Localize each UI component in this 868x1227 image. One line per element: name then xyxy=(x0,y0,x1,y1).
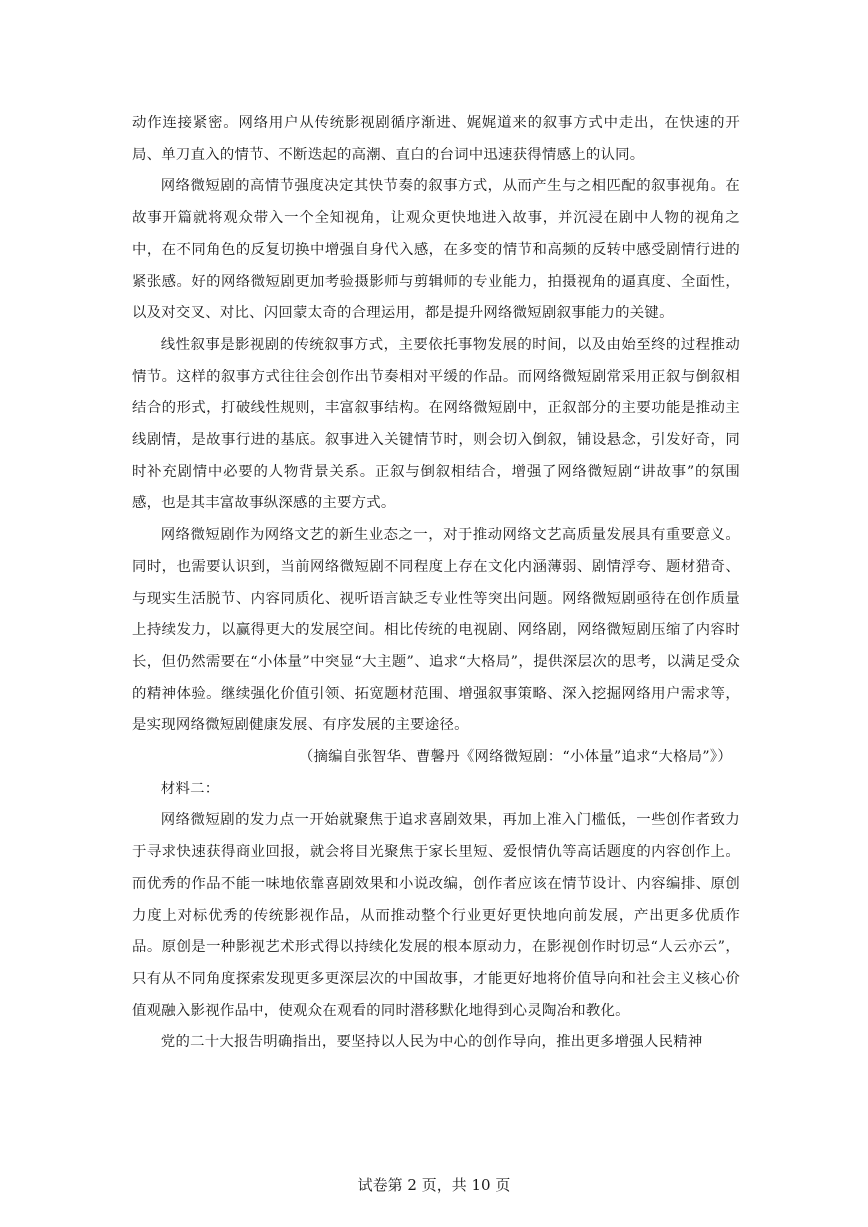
paragraph-comedy-focus: 网络微短剧的发力点一开始就聚焦于追求喜剧效果，再加上准入门槛低，一些创作者致力于寻求快速获得商业回报，就会将目光聚焦于家长里短、爱恨情仇等高话题度的内容创作上。而优秀的作品不能一味地依靠喜剧效果和小说改编，创作者应该在情节设计、内容编排、原创力度上对标优秀的传统影视作品，从而推动整个行业更好更快地向前发展，产出更多优质作品。原创是一种影视艺术形式得以持续化发展的根本原动力，在影视创作时切忌“人云亦云”，只有从不同角度探索发现更多更深层次的中国故事，才能更好地将价值导向和社会主义核心价值观融入影视作品中，使观众在观看的同时潜移默化地得到心灵陶冶和教化。 xyxy=(132,812,740,1019)
paragraph-narrative-perspective: 网络微短剧的高情节强度决定其快节奏的叙事方式，从而产生与之相匹配的叙事视角。在故事开篇就将观众带入一个全知视角，让观众更快地进入故事，并沉浸在剧中人物的视角之中，在不同角色的反复切换中增强自身代入感，在多变的情节和高频的反转中感受剧情行进的紧张感。好的网络微短剧更加考验摄影师与剪辑师的专业能力，拍摄视角的逼真度、全面性，以及对交叉、对比、闪回蒙太奇的合理运用，都是提升网络微短剧叙事能力的关键。 xyxy=(132,178,740,322)
page-footer: 试卷第 2 页，共 10 页 xyxy=(357,1176,511,1194)
paragraph-continuation: 动作连接紧密。网络用户从传统影视剧循序渐进、娓娓道来的叙事方式中走出，在快速的开局、单刀直入的情节、不断迭起的高潮、直白的台词中迅速获得情感上的认同。 xyxy=(132,115,740,163)
source-citation: （摘编自张智华、曹馨丹《网络微短剧：“小体量”追求“大格局”》） xyxy=(298,749,732,766)
material-two-label: 材料二： xyxy=(160,780,220,797)
paragraph-new-format: 网络微短剧作为网络文艺的新生业态之一，对于推动网络文艺高质量发展具有重要意义。同时，也需要认识到，当前网络微短剧不同程度上存在文化内涵薄弱、剧情浮夸、题材猎奇、与现实生活脱节、内容同质化、视听语言缺乏专业性等突出问题。网络微短剧亟待在创作质量上持续发力，以赢得更大的发展空间。相比传统的电视剧、网络剧，网络微短剧压缩了内容时长，但仍然需要在“小体量”中突显“大主题”、追求“大格局”，提供深层次的思考，以满足受众的精神体验。继续强化价值引领、拓宽题材范围、增强叙事策略、深入挖掘网络用户需求等，是实现网络微短剧健康发展、有序发展的主要途径。 xyxy=(132,527,740,734)
article-body xyxy=(132,108,740,1059)
paragraph-party-report: 党的二十大报告明确指出，要坚持以人民为中心的创作导向，推出更多增强人民精神 xyxy=(160,1034,703,1051)
paragraph-linear-narrative: 线性叙事是影视剧的传统叙事方式，主要依托事物发展的时间，以及由始至终的过程推动情节。这样的叙事方式往往会创作出节奏相对平缓的作品。而网络微短剧常采用正叙与倒叙相结合的形式，打破线性规则，丰富叙事结构。在网络微短剧中，正叙部分的主要功能是推动主线剧情，是故事行进的基底。叙事进入关键情节时，则会切入倒叙，铺设悬念，引发好奇，同时补充剧情中必要的人物背景关系。正叙与倒叙相结合，增强了网络微短剧“讲故事”的氛围感，也是其丰富故事纵深感的主要方式。 xyxy=(132,336,740,512)
